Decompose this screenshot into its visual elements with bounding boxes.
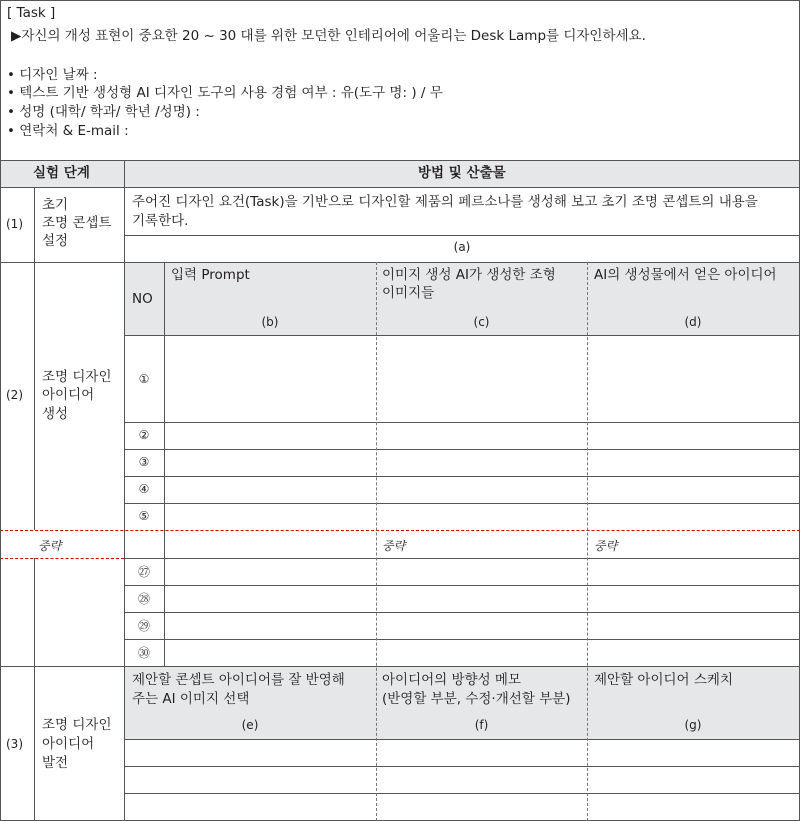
row1-num: (1) <box>6 217 23 231</box>
row1-desc-2: 기록한다. <box>132 213 189 229</box>
row3-mark-e: (e) <box>241 718 259 732</box>
row3-stage-2: 아이디어 <box>42 736 95 752</box>
row2-mark-c: (c) <box>473 315 490 329</box>
row3-col-g: 제안할 아이디어 스케치 <box>594 672 733 688</box>
list-num: ㉘ <box>137 592 150 606</box>
row1-desc-1: 주어진 디자인 요건(Task)을 기반으로 디자인할 제품의 페르소나를 생성해 보고 초기 조명 콘셉트의 내용을 <box>132 194 758 210</box>
list-num: ② <box>138 428 150 442</box>
row3-stage-3: 발전 <box>42 755 69 771</box>
row2-col-d: AI의 생성물에서 얻은 아이디어 <box>594 267 777 283</box>
row2-mark-b: (b) <box>261 315 279 329</box>
row3-stage-1: 조명 디자인 <box>42 717 112 733</box>
list-num: ③ <box>138 455 150 469</box>
bullet-ai-experience: • 텍스트 기반 생성형 AI 디자인 도구의 사용 경험 여부 : 유(도구 명: ) / 무 <box>7 85 443 101</box>
row3-num: (3) <box>6 737 23 751</box>
row3-mark-g: (g) <box>684 718 702 732</box>
bullet-name: • 성명 (대학/ 학과/ 학년 /성명) : <box>7 104 200 120</box>
row3-col-e-2: 주는 AI 이미지 선택 <box>132 691 250 707</box>
row2-stage-1: 조명 디자인 <box>42 369 112 385</box>
list-num: ㉚ <box>137 646 150 660</box>
list-num: ㉗ <box>137 565 150 579</box>
row2-stage-2: 아이디어 <box>42 387 95 403</box>
row2-mark-d: (d) <box>684 315 702 329</box>
omitted-mark: 중략 <box>594 539 618 553</box>
row2-num: (2) <box>6 388 23 402</box>
header-stage: 실험 단계 <box>33 165 90 181</box>
header-method: 방법 및 산출물 <box>418 165 506 181</box>
row1-stage-3: 설정 <box>42 233 69 249</box>
row2-stage-3: 생성 <box>42 406 69 422</box>
row2-no-label: NO <box>132 291 153 307</box>
list-num: ⑤ <box>138 509 150 523</box>
bullet-date: • 디자인 날짜 : <box>7 67 98 83</box>
row1-stage-2: 조명 콘셉트 <box>42 215 112 231</box>
task-label: [ Task ] <box>7 5 56 21</box>
row3-col-e-1: 제안할 콘셉트 아이디어를 잘 반영해 <box>132 672 345 688</box>
list-num: ① <box>138 372 150 386</box>
list-num: ㉙ <box>137 619 150 633</box>
omitted-mark: 중략 <box>382 539 406 553</box>
row3-mark-f: (f) <box>474 718 489 732</box>
row1-mark-a: (a) <box>453 240 471 254</box>
task-instruction: ▶자신의 개성 표현이 중요한 20 ~ 30 대를 위한 모던한 인테리어에 어울리는 Desk Lamp를 디자인하세요. <box>11 28 646 44</box>
bullet-contact: • 연락처 & E-mail : <box>7 123 129 139</box>
list-num: ④ <box>138 482 150 496</box>
omitted-mark: 중략 <box>38 539 62 553</box>
row1-stage-1: 초기 <box>42 197 69 213</box>
row3-col-f-2: (반영할 부분, 수정·개선할 부분) <box>382 691 571 707</box>
experiment-table <box>0 160 800 821</box>
row2-col-c-2: 이미지들 <box>382 285 435 301</box>
row2-col-c-1: 이미지 생성 AI가 생성한 조형 <box>382 267 556 283</box>
row3-col-f-1: 아이디어의 방향성 메모 <box>382 672 521 688</box>
row2-col-b: 입력 Prompt <box>171 267 250 283</box>
